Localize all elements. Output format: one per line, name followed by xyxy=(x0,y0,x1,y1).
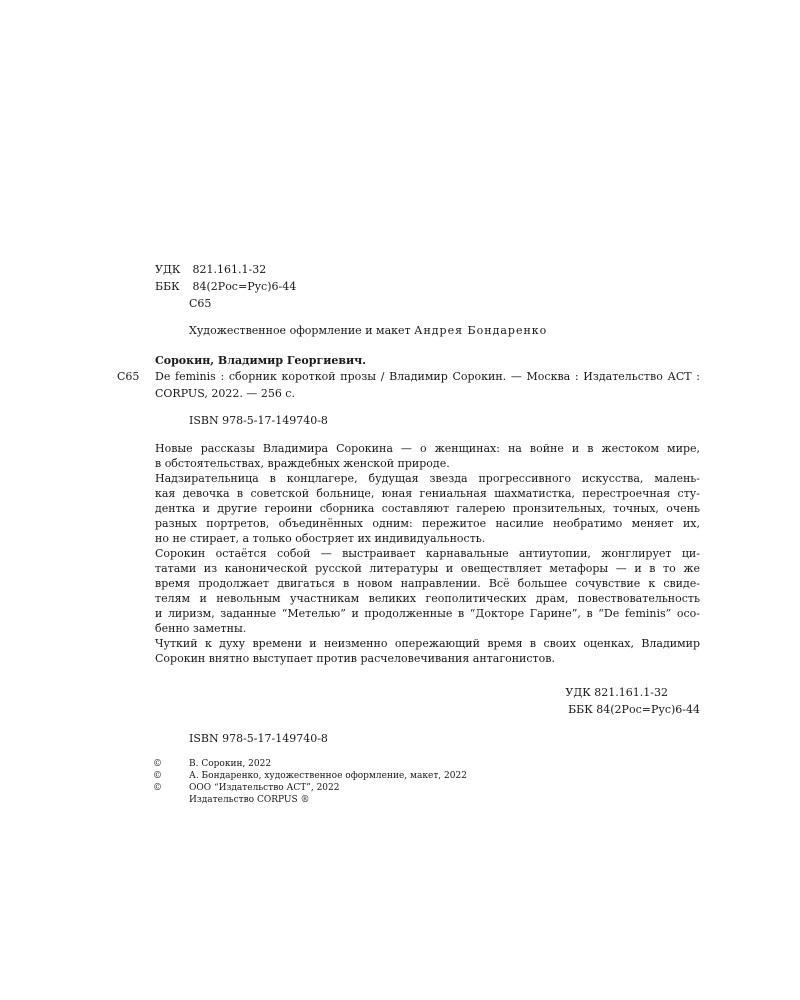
annotation-p3-line: время продолжает двигаться в новом направлении. Всё большее сочувствие к свиде- xyxy=(155,577,700,590)
copyright-line xyxy=(153,794,467,806)
annotation-p2-line: Надзирательница в концлагере, будущая звезда прогрессивного искусства, малень- xyxy=(155,472,700,485)
copyright-line xyxy=(153,782,467,794)
annotation-p3-line: бенно заметны. xyxy=(155,622,247,635)
copyright-block xyxy=(153,758,467,806)
annotation-p4-line: Чуткий к духу времени и неизменно опережающий время в своих оценках, Владимир xyxy=(155,637,700,650)
annotation-p3-line: татами из канонической русской литературы и овеществляет метафоры — и в то же xyxy=(155,562,700,575)
copyright-sign: © xyxy=(153,759,162,769)
copyright-text: ООО “Издательство АСТ”, 2022 xyxy=(189,783,340,793)
udk-value: 821.161.1-32 xyxy=(192,263,267,276)
annotation-p1-line: Новые рассказы Владимира Сорокина — о женщинах: на войне и в жестоком мире, xyxy=(155,442,700,455)
design-credit xyxy=(189,323,547,338)
copyright-text: В. Сорокин, 2022 xyxy=(189,759,272,769)
annotation-p2-line: разных портретов, объединённых одним: пережитое насилие необратимо меняет их, xyxy=(155,517,700,530)
annotation-p2-line: кая девочка в советской больнице, юная гениальная шахматистка, перестроечная сту- xyxy=(155,487,700,500)
author-heading: Сорокин, Владимир Георгиевич. xyxy=(155,354,367,367)
isbn-bottom: ISBN 978-5-17-149740-8 xyxy=(189,732,328,745)
copyright-text: А. Бондаренко, художественное оформление, макет, 2022 xyxy=(189,771,467,781)
udk-bottom: УДК 821.161.1-32 xyxy=(565,686,668,699)
isbn-top: ISBN 978-5-17-149740-8 xyxy=(189,414,328,427)
copyright-sign: © xyxy=(153,783,162,793)
annotation-p2-line: но не стирает, а только обостряет их индивидуальность. xyxy=(155,532,486,545)
udk-label: УДК xyxy=(155,263,181,276)
copyright-line xyxy=(153,770,467,782)
annotation-p3-line: и лиризм, заданные “Метелью” и продолженные в “Докторе Гарине”, в “De feminis” осо- xyxy=(155,607,700,620)
copyright-sign: © xyxy=(153,771,162,781)
design-credit-name: Андрея Бондаренко xyxy=(414,324,548,337)
udk-line-top xyxy=(155,262,266,277)
bbk-value: 84(2Рос=Рус)6-44 xyxy=(192,280,297,293)
copyright-text: Издательство CORPUS ® xyxy=(189,795,310,805)
annotation-p1-line: в обстоятельствах, враждебных женской природе. xyxy=(155,457,450,470)
bbk-line-top xyxy=(155,279,296,294)
bbk-label: ББК xyxy=(155,280,180,293)
design-credit-prefix: Художественное оформление и макет xyxy=(189,324,411,337)
annotation-p3-line: телям и невольным участникам великих геополитических драм, повествовательность xyxy=(155,592,700,605)
author-mark-top: С65 xyxy=(189,297,212,310)
author-mark-bib: С65 xyxy=(117,370,140,383)
annotation xyxy=(155,441,700,666)
annotation-p3-line: Сорокин остаётся собой — выстраивает карнавальные антиутопии, жонглирует ци- xyxy=(155,547,700,560)
bib-line-2: CORPUS, 2022. — 256 с. xyxy=(155,387,295,400)
copyright-line xyxy=(153,758,467,770)
annotation-p4-line: Сорокин внятно выступает против расчеловечивания антагонистов. xyxy=(155,652,555,665)
bib-line-1: De feminis : сборник короткой прозы / Владимир Сорокин. — Москва : Издательство АСТ : xyxy=(155,370,700,383)
annotation-p2-line: дентка и другие героини сборника составляют галерею пронзительных, точных, очень xyxy=(155,502,700,515)
bbk-bottom: ББК 84(2Рос=Рус)6-44 xyxy=(568,703,700,716)
